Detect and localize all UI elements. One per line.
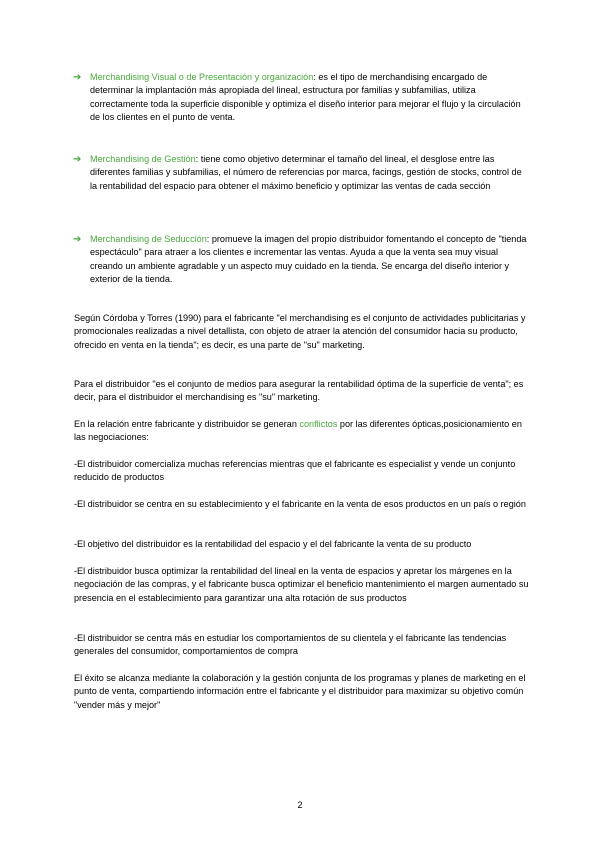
paragraph-cordoba-torres: Según Córdoba y Torres (1990) para el fabricante "el merchandising es el conjunto de actividades publicitarias y promocionales realizadas a nivel detallista, con objeto de atraer la atención del consumidor hacia su producto, ofrecido en venta en la tienda"; es decir, es una parte de "su" marketing.	[74, 313, 526, 350]
paragraph-objetivo: -El objetivo del distribuidor es la rentabilidad del espacio y el del fabricante la venta de su producto	[74, 539, 472, 549]
bullet-term: Merchandising de Seducción	[90, 234, 207, 244]
paragraph-distribuidor: Para el distribuidor "es el conjunto de medios para asegurar la rentabilidad óptima de la superficie de venta"; es decir, para el distribuidor el merchandising es "su" marketing.	[74, 379, 524, 403]
right-arrow-icon: ➔	[73, 154, 82, 165]
bullet-merchandising-gestion	[73, 153, 530, 193]
bullet-merchandising-visual	[73, 71, 530, 125]
paragraph-referencias: -El distribuidor comercializa muchas referencias mientras que el fabricante es especialist y vende un conjunto reducido de productos	[74, 459, 516, 483]
paragraph-conflictos	[74, 418, 529, 445]
paragraph-comportamientos: -El distribuidor se centra más en estudiar los comportamientos de su clientela y el fabricante las tendencias generales del consumidor, comportamientos de compra	[74, 633, 507, 657]
bullet-merchandising-seduccion	[73, 233, 530, 287]
bullet-term: Merchandising Visual o de Presentación y organización	[90, 72, 314, 82]
right-arrow-icon: ➔	[73, 72, 82, 83]
bullet-text: : es el tipo de merchandising encargado de determinar la implantación más apropiada del lineal, estructura por familias y subfamilias, utiliza correctamente toda la superficie disponible y optimiza el diseño interior para mejorar el flujo y la circulación de los clientes en el punto de venta.	[90, 72, 521, 123]
bullet-text: : tiene como objetivo determinar el tamaño del lineal, el desglose entre las diferentes familias y subfamilias, el número de referencias por marca, facings, gestión de stocks, control de la rentabilidad del espacio para obtener el máximo beneficio y optimizar las ventas de cada sección	[90, 154, 522, 191]
page-number: 2	[297, 800, 303, 810]
bullet-text: : promueve la imagen del propio distribuidor fomentando el concepto de "tienda espectáculo" para atraer a los clientes e incrementar las ventas. Ayuda a que la venta sea muy visual creando un ambiente agradable y un aspecto muy cuidado en la tienda. Se encarga del diseño interior y exterior de la tienda.	[90, 234, 527, 285]
conflictos-text-after: por las diferentes ópticas,posicionamiento en las negociaciones:	[74, 419, 522, 443]
paragraph-establecimiento: -El distribuidor se centra en su establecimiento y el fabricante en la venta de esos productos en un país o región	[74, 499, 526, 509]
right-arrow-icon: ➔	[73, 234, 82, 245]
conflictos-text-before: En la relación entre fabricante y distribuidor se generan	[74, 419, 300, 429]
conflictos-keyword: conflictos	[299, 419, 338, 429]
paragraph-exito: El éxito se alcanza mediante la colaboración y la gestión conjunta de los programas y planes de marketing en el punto de venta, compartiendo información entre el fabricante y el distribuidor para maximizar su objetivo común "vender más y mejor"	[74, 673, 526, 710]
bullet-term: Merchandising de Gestión	[90, 154, 196, 164]
paragraph-rentabilidad-lineal: -El distribuidor busca optimizar la rentabilidad del lineal en la venta de espacios y apretar los márgenes en la negociación de las compras, y el fabricante busca optimizar el beneficio mantenimiento el margen aumentado su presencia en el establecimiento para garantizar una alta rotación de sus productos	[74, 566, 529, 603]
